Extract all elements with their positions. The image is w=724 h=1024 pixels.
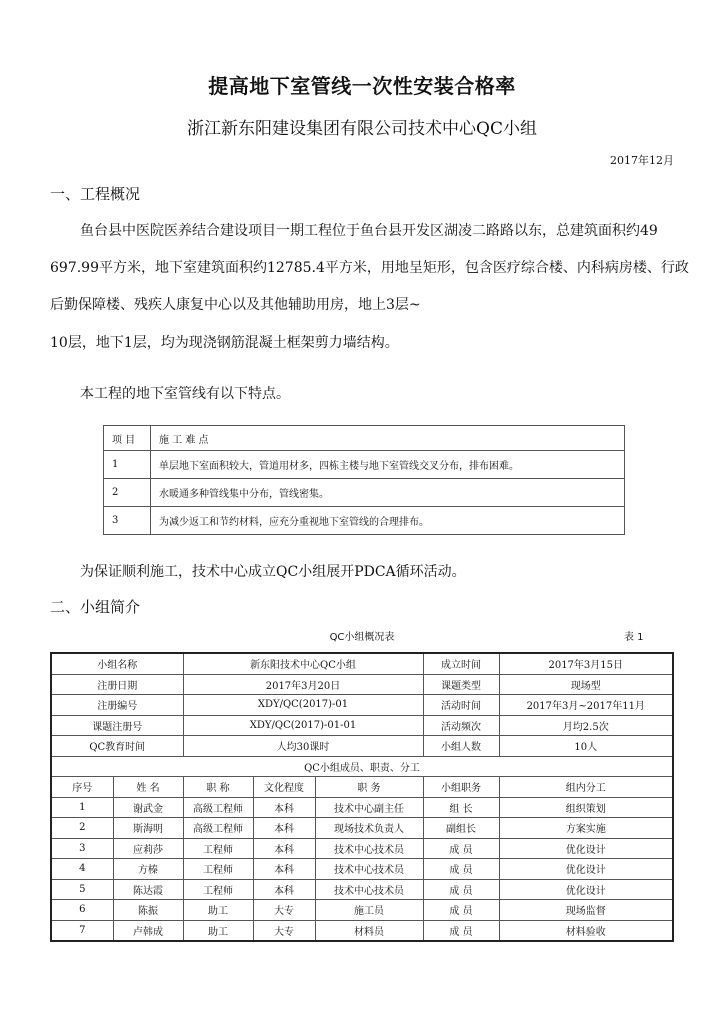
table-caption: QC小组概况表 [329, 632, 395, 643]
table-cell: 注册日期 [51, 674, 183, 695]
table-row [51, 920, 673, 941]
table-cell: 卢韩成 [113, 920, 183, 941]
table-cell: 材料员 [315, 920, 423, 941]
table-cell: 课题注册号 [51, 715, 183, 736]
header-cell: 施 工 难 点 [151, 426, 625, 451]
table-cell: 现场监督 [499, 900, 673, 921]
document-date: 2017年12月 [610, 154, 674, 167]
table-cell: 活动频次 [423, 715, 499, 736]
table-cell: 注册编号 [51, 695, 183, 716]
paragraph-line: 鱼台县中医院医养结合建设项目一期工程位于鱼台县开发区湖凌二路路以东，总建筑面积约49 [80, 223, 658, 239]
table-cell: 现场技术负责人 [315, 818, 423, 839]
table-cell: 3 [51, 838, 113, 859]
table-row [51, 674, 673, 695]
table-row [104, 507, 625, 535]
table-cell: 10人 [499, 736, 673, 757]
table-cell: 高级工程师 [183, 797, 253, 818]
paragraph-line: 10层，地下1层，均为现浇钢筋混凝土框架剪力墙结构。 [50, 335, 399, 351]
conclusion-paragraph: 为保证顺利施工，技术中心成立QC小组展开PDCA循环活动。 [80, 564, 466, 580]
page-title: 提高地下室管线一次性安装合格率 [208, 74, 516, 98]
table-row [104, 451, 625, 479]
paragraph-line: 后勤保障楼、残疾人康复中心以及其他辅助用房，地上3层~ [50, 297, 421, 313]
table-row [51, 879, 673, 900]
table-cell: 优化设计 [499, 838, 673, 859]
table-cell: 应莉莎 [113, 838, 183, 859]
table-row [104, 479, 625, 507]
table-cell: 成 员 [423, 879, 499, 900]
table-cell: 1 [104, 451, 151, 479]
table-row [51, 653, 673, 674]
table-cell: 成立时间 [423, 653, 499, 674]
section-heading-team: 二、小组简介 [50, 598, 141, 616]
table-row [51, 797, 673, 818]
table-cell: 人均30课时 [183, 736, 423, 757]
table-cell: 单层地下室面积较大，管道用材多，四栋主楼与地下室管线交叉分布，排布困难。 [151, 451, 625, 479]
header-cell: 职 称 [183, 777, 253, 798]
table-cell: 成 员 [423, 838, 499, 859]
group-overview-table [50, 652, 674, 942]
table-cell: 技术中心技术员 [315, 859, 423, 880]
table-cell: 陈达霞 [113, 879, 183, 900]
table-cell: 方榛 [113, 859, 183, 880]
table-cell: 小组名称 [51, 653, 183, 674]
table-cell: 助工 [183, 900, 253, 921]
table-cell: 成 员 [423, 859, 499, 880]
table-cell: 大专 [253, 920, 315, 941]
table-cell: 现场型 [499, 674, 673, 695]
table-cell: 小组人数 [423, 736, 499, 757]
header-cell: 职 务 [315, 777, 423, 798]
table-cell: 副组长 [423, 818, 499, 839]
table-cell: 高级工程师 [183, 818, 253, 839]
table-cell: 3 [104, 507, 151, 535]
header-cell: 序号 [51, 777, 113, 798]
header-cell: 文化程度 [253, 777, 315, 798]
header-cell: 小组职务 [423, 777, 499, 798]
page-subtitle: 浙江新东阳建设集团有限公司技术中心QC小组 [187, 119, 537, 139]
table-cell: 水暖通多种管线集中分布，管线密集。 [151, 479, 625, 507]
table-row [51, 838, 673, 859]
table-cell: 工程师 [183, 879, 253, 900]
table-cell: 为减少返工和节约材料，应充分重视地下室管线的合理排布。 [151, 507, 625, 535]
header-cell: 组内分工 [499, 777, 673, 798]
table-cell: 本科 [253, 859, 315, 880]
table-cell: 2017年3月~2017年11月 [499, 695, 673, 716]
table-header-row [51, 777, 673, 798]
table-cell: 施工员 [315, 900, 423, 921]
table-cell: 本科 [253, 797, 315, 818]
table-cell: XDY/QC(2017)-01 [183, 695, 423, 716]
table-cell: 陈振 [113, 900, 183, 921]
table-cell: 助工 [183, 920, 253, 941]
members-heading-row [51, 756, 673, 777]
table-cell: XDY/QC(2017)-01-01 [183, 715, 423, 736]
features-intro: 本工程的地下室管线有以下特点。 [80, 386, 290, 402]
table-cell: 4 [51, 859, 113, 880]
table-row [51, 736, 673, 757]
table-row [51, 900, 673, 921]
table-cell: 谢武金 [113, 797, 183, 818]
table-cell: 成 员 [423, 920, 499, 941]
header-cell: 姓 名 [113, 777, 183, 798]
table-cell: 工程师 [183, 859, 253, 880]
table-cell: 2 [51, 818, 113, 839]
header-cell: 项 目 [104, 426, 151, 451]
table-cell: 2017年3月20日 [183, 674, 423, 695]
paragraph-line: 697.99平方米，地下室建筑面积约12785.4平方米，用地呈矩形，包含医疗综合楼、内科病房楼、行政 [50, 260, 689, 276]
table-number: 表 1 [624, 632, 644, 643]
table-row [51, 715, 673, 736]
table-cell: 6 [51, 900, 113, 921]
table-cell: 活动时间 [423, 695, 499, 716]
table-cell: 新东阳技术中心QC小组 [183, 653, 423, 674]
table-cell: 技术中心技术员 [315, 879, 423, 900]
table-cell: QC教育时间 [51, 736, 183, 757]
table-row [51, 859, 673, 880]
table-cell: 本科 [253, 838, 315, 859]
table-cell: 7 [51, 920, 113, 941]
table-cell: 材料验收 [499, 920, 673, 941]
members-heading: QC小组成员、职责、分工 [51, 756, 673, 777]
table-cell: 大专 [253, 900, 315, 921]
table-cell: 2 [104, 479, 151, 507]
table-cell: 技术中心技术员 [315, 838, 423, 859]
table-cell: 优化设计 [499, 879, 673, 900]
table-cell: 成 员 [423, 900, 499, 921]
table-cell: 组 长 [423, 797, 499, 818]
table-cell: 课题类型 [423, 674, 499, 695]
table-row [51, 695, 673, 716]
section-heading-overview: 一、工程概况 [50, 185, 141, 203]
table-cell: 优化设计 [499, 859, 673, 880]
table-cell: 组织策划 [499, 797, 673, 818]
table-cell: 工程师 [183, 838, 253, 859]
table-cell: 5 [51, 879, 113, 900]
table-cell: 本科 [253, 818, 315, 839]
table-cell: 斯海明 [113, 818, 183, 839]
table-cell: 本科 [253, 879, 315, 900]
table-cell: 1 [51, 797, 113, 818]
table-cell: 方案实施 [499, 818, 673, 839]
table-cell: 月均2.5次 [499, 715, 673, 736]
table-cell: 技术中心副主任 [315, 797, 423, 818]
table-row [51, 818, 673, 839]
table-cell: 2017年3月15日 [499, 653, 673, 674]
difficulty-table [103, 425, 625, 535]
table-header-row [104, 426, 625, 451]
